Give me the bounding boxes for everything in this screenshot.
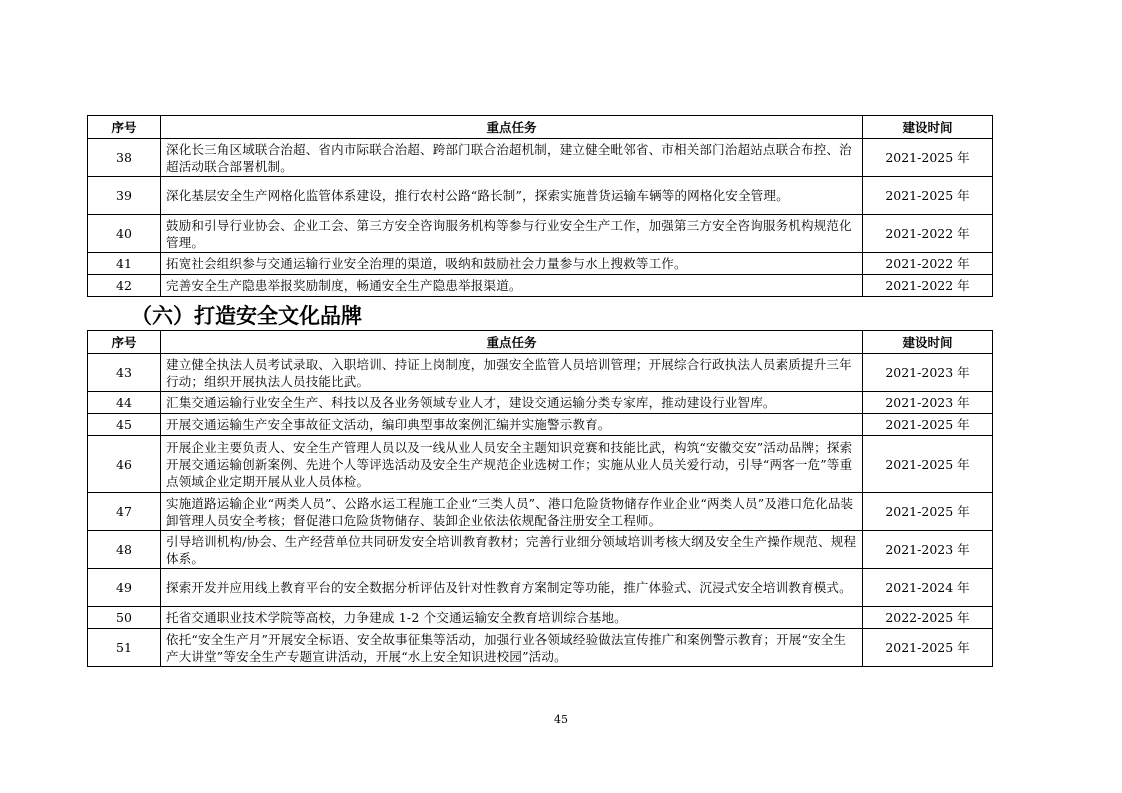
header-task: 重点任务 [161, 116, 863, 139]
row-number: 50 [88, 607, 161, 629]
row-number: 46 [88, 436, 161, 493]
row-number: 47 [88, 493, 161, 531]
header-time: 建设时间 [863, 116, 993, 139]
row-time: 2021-2025 年 [863, 629, 993, 667]
row-number: 49 [88, 569, 161, 607]
table-row [88, 629, 993, 667]
table-row [88, 253, 993, 275]
row-number: 45 [88, 414, 161, 436]
row-time: 2021-2025 年 [863, 493, 993, 531]
row-number: 51 [88, 629, 161, 667]
row-task: 托省交通职业技术学院等高校，力争建成 1-2 个交通运输安全教育培训综合基地。 [161, 607, 863, 629]
row-number: 44 [88, 392, 161, 414]
row-time: 2021-2022 年 [863, 275, 993, 297]
table-row [88, 215, 993, 253]
table-row [88, 177, 993, 215]
header-no: 序号 [88, 116, 161, 139]
header-no: 序号 [88, 331, 161, 354]
row-task: 鼓励和引导行业协会、企业工会、第三方安全咨询服务机构等参与行业安全生产工作，加强第三方安全咨询服务机构规范化管理。 [161, 215, 863, 253]
table-row [88, 139, 993, 177]
table-row [88, 354, 993, 392]
table-row [88, 275, 993, 297]
row-task: 引导培训机构/协会、生产经营单位共同研发安全培训教育教材；完善行业细分领域培训考核大纲及安全生产操作规范、规程体系。 [161, 531, 863, 569]
table-row [88, 392, 993, 414]
row-time: 2021-2023 年 [863, 392, 993, 414]
task-table-2 [87, 330, 993, 667]
header-time: 建设时间 [863, 331, 993, 354]
row-time: 2021-2023 年 [863, 531, 993, 569]
table-row [88, 493, 993, 531]
row-task: 开展企业主要负责人、安全生产管理人员以及一线从业人员安全主题知识竞赛和技能比武，构筑“安徽交安”活动品牌；探索开展交通运输创新案例、先进个人等评选活动及安全生产规范企业选树工作；实施从业人员关爱行动，引导“两客一危”等重点领域企业定期开展从业人员体检。 [161, 436, 863, 493]
row-number: 43 [88, 354, 161, 392]
row-time: 2021-2025 年 [863, 177, 993, 215]
row-time: 2021-2025 年 [863, 436, 993, 493]
row-task: 建立健全执法人员考试录取、入职培训、持证上岗制度，加强安全监管人员培训管理；开展综合行政执法人员素质提升三年行动；组织开展执法人员技能比武。 [161, 354, 863, 392]
task-table-1 [87, 115, 993, 297]
row-number: 39 [88, 177, 161, 215]
row-time: 2021-2022 年 [863, 253, 993, 275]
row-time: 2021-2023 年 [863, 354, 993, 392]
header-task: 重点任务 [161, 331, 863, 354]
row-task: 开展交通运输生产安全事故征文活动，编印典型事故案例汇编并实施警示教育。 [161, 414, 863, 436]
section-title: （六）打造安全文化品牌 [131, 304, 362, 328]
row-number: 42 [88, 275, 161, 297]
table-row [88, 414, 993, 436]
row-task: 深化长三角区域联合治超、省内市际联合治超、跨部门联合治超机制，建立健全毗邻省、市相关部门治超站点联合布控、治超活动联合部署机制。 [161, 139, 863, 177]
page-number: 45 [554, 713, 568, 726]
table-row [88, 436, 993, 493]
row-task: 深化基层安全生产网格化监管体系建设，推行农村公路“路长制”，探索实施普货运输车辆等的网格化安全管理。 [161, 177, 863, 215]
row-task: 完善安全生产隐患举报奖励制度，畅通安全生产隐患举报渠道。 [161, 275, 863, 297]
table-row [88, 607, 993, 629]
row-number: 48 [88, 531, 161, 569]
row-task: 实施道路运输企业“两类人员”、公路水运工程施工企业“三类人员”、港口危险货物储存作业企业“两类人员”及港口危化品装卸管理人员安全考核；督促港口危险货物储存、装卸企业依法依规配备注册安全工程师。 [161, 493, 863, 531]
row-time: 2021-2025 年 [863, 414, 993, 436]
row-task: 拓宽社会组织参与交通运输行业安全治理的渠道，吸纳和鼓励社会力量参与水上搜救等工作。 [161, 253, 863, 275]
row-time: 2021-2022 年 [863, 215, 993, 253]
row-time: 2022-2025 年 [863, 607, 993, 629]
row-number: 38 [88, 139, 161, 177]
row-number: 41 [88, 253, 161, 275]
row-task: 探索开发并应用线上教育平台的安全数据分析评估及针对性教育方案制定等功能，推广体验式、沉浸式安全培训教育模式。 [161, 569, 863, 607]
table-header-row [88, 116, 993, 139]
table-row [88, 569, 993, 607]
row-number: 40 [88, 215, 161, 253]
table-1-body [88, 139, 993, 297]
table-row [88, 531, 993, 569]
row-task: 依托“安全生产月”开展安全标语、安全故事征集等活动，加强行业各领域经验做法宣传推广和案例警示教育；开展“安全生产大讲堂”等安全生产专题宣讲活动，开展“水上安全知识进校园”活动。 [161, 629, 863, 667]
row-time: 2021-2024 年 [863, 569, 993, 607]
table-header-row [88, 331, 993, 354]
row-time: 2021-2025 年 [863, 139, 993, 177]
row-task: 汇集交通运输行业安全生产、科技以及各业务领域专业人才，建设交通运输分类专家库，推动建设行业智库。 [161, 392, 863, 414]
table-2-body [88, 354, 993, 667]
